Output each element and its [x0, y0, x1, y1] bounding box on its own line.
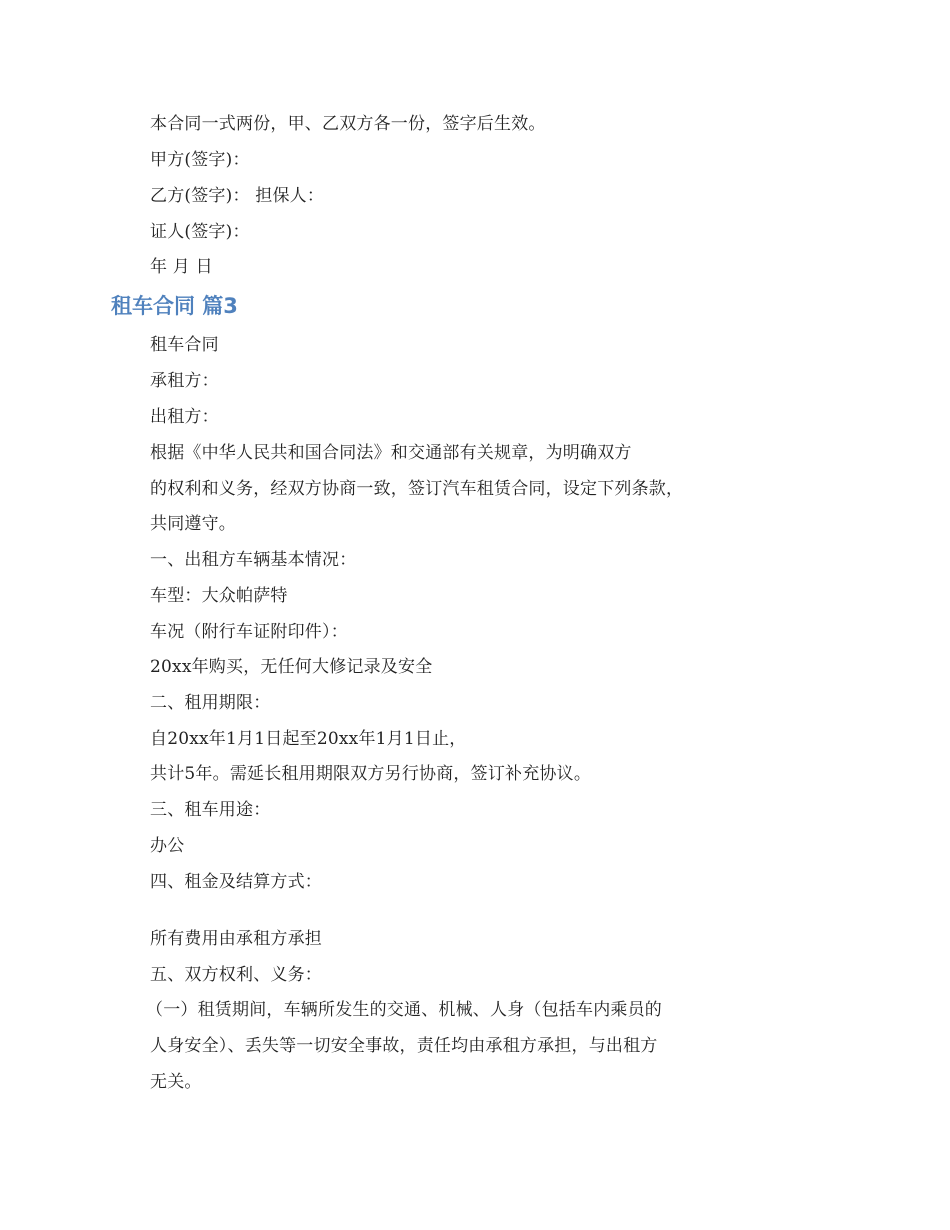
preamble-line-1: 根据《中华人民共和国合同法》和交通部有关规章，为明确双方 — [150, 443, 632, 463]
clause-3-heading: 三、租车用途： — [150, 800, 271, 820]
section-heading: 租车合同 篇3 — [111, 294, 238, 318]
term-dates-line: 自20xx年1月1日起至20xx年1月1日止， — [150, 729, 467, 749]
contract-title: 租车合同 — [150, 335, 219, 355]
lessor-line: 出租方： — [150, 407, 219, 427]
party-a-signature-line: 甲方(签字)： — [150, 150, 250, 170]
preamble-line-3: 共同遵守。 — [150, 514, 236, 534]
party-b-signature-line: 乙方(签字)： 担保人： — [150, 186, 325, 206]
witness-signature-line: 证人(签字)： — [150, 222, 250, 242]
obligation-1-line-2: 人身安全）、丢失等一切安全事故，责任均由承租方承担，与出租方 — [150, 1036, 658, 1056]
preamble-line-2: 的权利和义务，经双方协商一致，签订汽车租赁合同，设定下列条款， — [150, 479, 684, 499]
fees-line: 所有费用由承租方承担 — [150, 929, 322, 949]
clause-2-heading: 二、租用期限： — [150, 693, 271, 713]
obligation-1-line-3: 无关。 — [150, 1072, 202, 1092]
clause-1-heading: 一、出租方车辆基本情况： — [150, 550, 357, 570]
vehicle-model-line: 车型：大众帕萨特 — [150, 586, 288, 606]
purpose-line: 办公 — [150, 836, 185, 856]
vehicle-condition-line: 车况（附行车证附印件）： — [150, 622, 348, 642]
obligation-1-line-1: （一）租赁期间，车辆所发生的交通、机械、人身（包括车内乘员的 — [146, 1000, 662, 1020]
term-duration-line: 共计5年。需延长租用期限双方另行协商，签订补充协议。 — [150, 764, 592, 784]
clause-4-heading: 四、租金及结算方式： — [150, 872, 322, 892]
paragraph-copies-clause: 本合同一式两份，甲、乙双方各一份，签字后生效。 — [150, 114, 546, 134]
clause-5-heading: 五、双方权利、义务： — [150, 965, 322, 985]
date-line: 年 月 日 — [150, 257, 213, 277]
lessee-line: 承租方： — [150, 371, 219, 391]
purchase-line: 20xx年购买，无任何大修记录及安全 — [150, 657, 433, 677]
